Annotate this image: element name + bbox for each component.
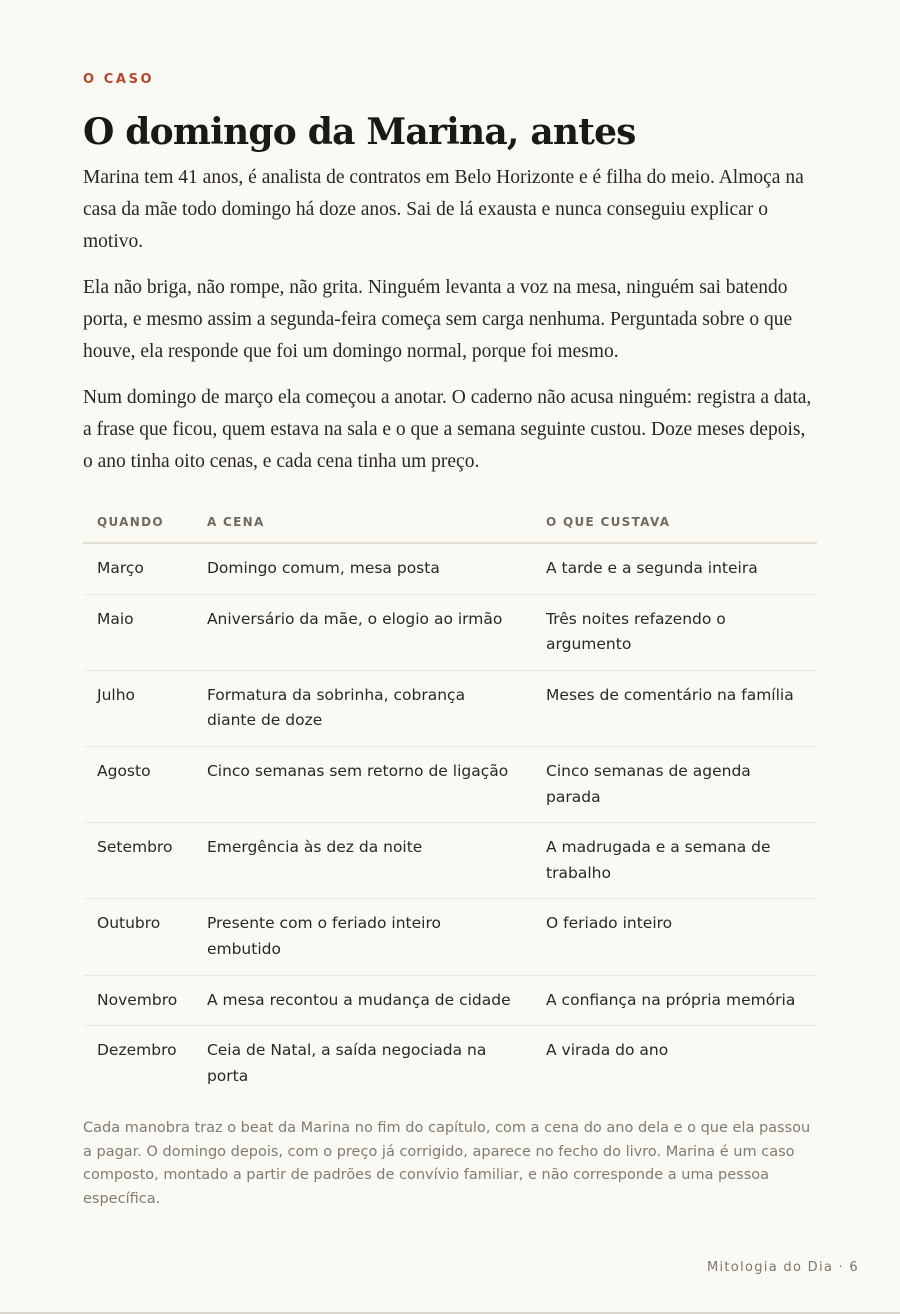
cell-scene: Cinco semanas sem retorno de ligação xyxy=(193,746,532,822)
table-row xyxy=(83,746,817,822)
scenes-table xyxy=(83,502,817,1101)
cell-cost: A virada do ano xyxy=(546,1041,669,1060)
table-row xyxy=(83,594,817,670)
cell-scene: A mesa recontou a mudança de cidade xyxy=(193,975,532,1026)
cell-when: Agosto xyxy=(83,746,193,822)
table-row xyxy=(83,899,817,975)
footnote: Cada manobra traz o beat da Marina no fim do capítulo, com a cena do ano dela e o que ela passou a pagar. O domingo depois, com o preço já corrigido, aparece no fecho do livro. Marina é um caso composto, montado a partir de padrões de convívio familiar, e não corresponde a uma pessoa específica. xyxy=(83,1120,811,1207)
cell-scene: Emergência às dez da noite xyxy=(193,823,532,899)
column-header-when: QUANDO xyxy=(83,502,193,543)
cell-when: Maio xyxy=(83,594,193,670)
column-header-scene: A CENA xyxy=(193,502,532,543)
cell-scene: Ceia de Natal, a saída negociada na porta xyxy=(206,1041,487,1085)
table-row xyxy=(83,975,817,1026)
cell-scene: Presente com o feriado inteiro embutido xyxy=(193,899,532,975)
table-row xyxy=(83,543,817,594)
cell-when: Novembro xyxy=(83,975,193,1026)
table-row xyxy=(83,1026,817,1102)
cell-cost: Meses de comentário na família xyxy=(532,670,817,746)
cell-cost: A madrugada e a semana de trabalho xyxy=(532,823,817,899)
table-row xyxy=(83,823,817,899)
table-header-row xyxy=(83,502,817,543)
cell-when: Outubro xyxy=(83,899,193,975)
intro-text xyxy=(83,162,817,492)
cell-cost: A confiança na própria memória xyxy=(532,975,817,1026)
paragraph: Marina tem 41 anos, é analista de contratos em Belo Horizonte e é filha do meio. Almoça na casa da mãe todo domingo há doze anos. Sai de lá exausta e nunca conseguiu explicar o motivo. xyxy=(83,167,804,252)
page-title: O domingo da Marina, antes xyxy=(83,111,636,153)
cell-when: Dezembro xyxy=(97,1041,177,1060)
cell-cost: Cinco semanas de agenda parada xyxy=(532,746,817,822)
page-folio: Mitologia do Dia · 6 xyxy=(706,1260,859,1275)
cell-scene: Domingo comum, mesa posta xyxy=(193,543,532,594)
paragraph: Num domingo de março ela começou a anotar. O caderno não acusa ninguém: registra a data, a frase que ficou, quem estava na sala e o que a semana seguinte custou. Doze meses depois, o ano tinha oito cenas, e cada cena tinha um preço. xyxy=(83,387,812,472)
cell-cost: O feriado inteiro xyxy=(532,899,817,975)
cell-scene: Aniversário da mãe, o elogio ao irmão xyxy=(193,594,532,670)
column-header-cost: O QUE CUSTAVA xyxy=(532,502,817,543)
paragraph: Ela não briga, não rompe, não grita. Ninguém levanta a voz na mesa, ninguém sai batendo porta, e mesmo assim a segunda-feira começa sem carga nenhuma. Perguntada sobre o que houve, ela responde que foi um domingo normal, porque foi mesmo. xyxy=(83,277,793,362)
cell-cost: A tarde e a segunda inteira xyxy=(532,543,817,594)
cell-when: Setembro xyxy=(83,823,193,899)
cell-scene: Formatura da sobrinha, cobrança diante de doze xyxy=(193,670,532,746)
table-row xyxy=(83,670,817,746)
section-eyebrow: O CASO xyxy=(83,72,155,87)
cell-cost: Três noites refazendo o argumento xyxy=(532,594,817,670)
cell-when: Julho xyxy=(83,670,193,746)
cell-when: Março xyxy=(83,543,193,594)
